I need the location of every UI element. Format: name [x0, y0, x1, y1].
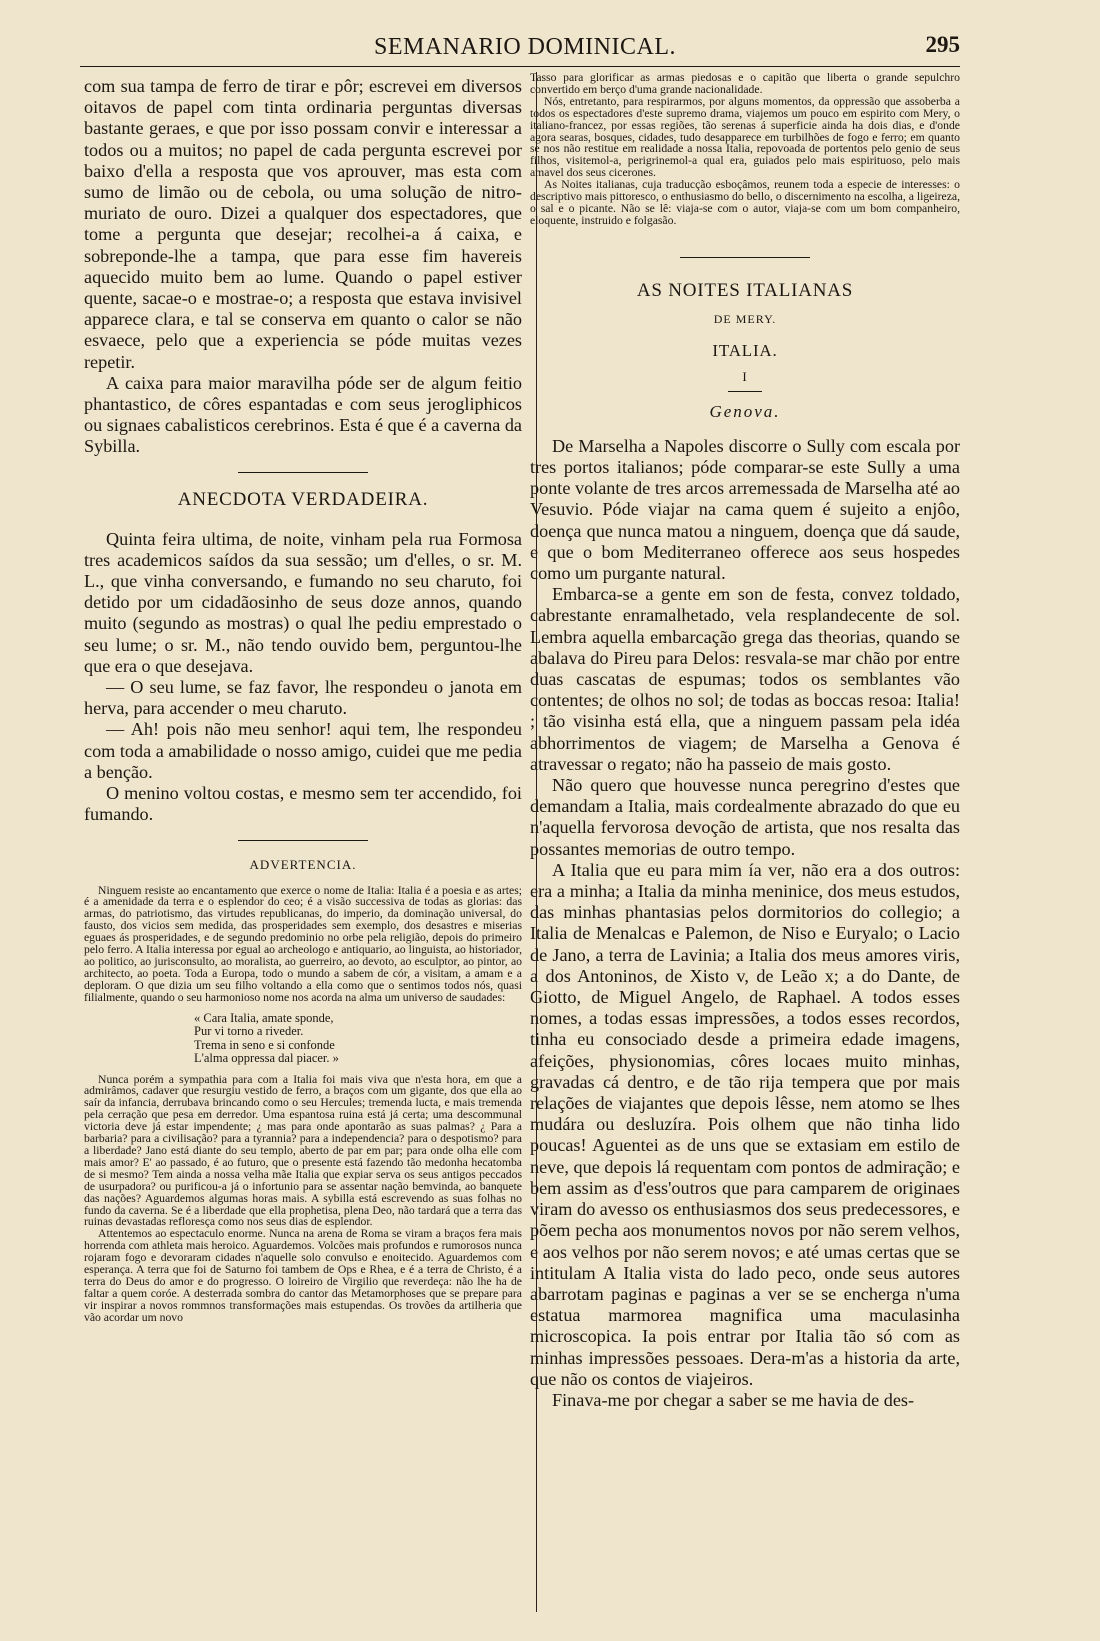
- anecdota-paragraph-2: — O seu lume, se faz favor, lhe respondeu o janota em herva, para accender o meu charuto.: [84, 677, 522, 719]
- left-column: [84, 76, 522, 1324]
- article-title: AS NOITES ITALIANAS: [636, 279, 854, 301]
- section-separator: [238, 840, 368, 841]
- continuation-paragraph-1: Tasso para glorificar as armas piedosas e o capitão que liberta o grande sepulchro convertido em berço d'uma grande nacionalidade.: [530, 71, 960, 96]
- header-rule: [80, 66, 960, 67]
- anecdota-paragraph-1: Quinta feira ultima, de noite, vinham pela rua Formosa tres academicos saídos da sua sessão; um d'elles, o sr. M. L., que vinha conversando, e fumando no seu charuto, foi detido por um cidadãosinho de seus doze annos, quando muito (segundo as mostras) o qual lhe pediu emprestado o seu lume; o sr. M., não tendo ouvido bem, perguntou-lhe que era o que desejava.: [84, 528, 522, 676]
- anecdota-section: [84, 529, 522, 826]
- verse-line: « Cara Italia, amate sponde,: [194, 1010, 334, 1025]
- article-paragraph: De Marselha a Napoles discorre o Sully com escala por tres portos italianos; póde comparar-se este Sully a uma ponte volante de tres arcos arremessada de Marselha até ao Vesuvio. Póde viajar na cama quem é sujeito a enjôo, doença que nunca matou a ninguem, doença que dá saude, e que o bom Mediterraneo offerece aos seus hospedes como um purgante natural.: [530, 435, 960, 583]
- verse-line: Pur vi torno a riveder.: [194, 1024, 304, 1039]
- intro-section: [84, 76, 522, 458]
- section-separator: [238, 472, 368, 473]
- page-number: 295: [925, 32, 960, 57]
- article-paragraph: Não quero que houvesse nunca peregrino d'estes que demandam a Italia, mais cordealmente abrazado do que eu n'aquella fervorosa devoção de artista, que nos resalta das possantes memorias de outro tempo.: [530, 775, 960, 859]
- right-column: [530, 72, 960, 1411]
- masthead-title: SEMANARIO DOMINICAL.: [374, 34, 676, 60]
- section-separator: [680, 257, 810, 258]
- chapter-subtitle: Genova.: [709, 401, 781, 421]
- advertencia-paragraph-2: Nunca porém a sympathia para com a Italia foi mais viva que n'esta hora, em que a admirâmos, cadaver que resurgiu vestido de ferro, a braços com um gigante, dos que ella ao saír da infancia, derrubava brincando como o seu Hercules; tremenda lucta, e mais tremenda pela cerração que pesa em derredor. Uma espantosa ruina está já certa; uma descommunal victoria deve já estar impendente; ¿ mas para onde apontarão as suas palmas? ¿ Para a barbaria? para a civilisação? para a tyrannia? para a independencia? para o despotismo? para a liberdade? Jano está diante do seu templo, aberto de par em par; para onde olha elle com mais amor? E' ao passado, é ao futuro, que o presente está fazendo tão medonha hecatomba de si mesmo? Tem ainda a nossa velha mãe Italia que expiar serva os seus antigos peccados de usurpadora? ou purificou-a já o infortunio para se assentar nação bemvinda, ao banquete das nações? Aguardemos algumas horas mais. A sybilla está escrevendo as suas folhas no fundo da caverna. Se é a liberdade que ella prophetisa, plena Deo, não tardará que a terra das ruinas devastadas refloresça como nos seus dias de esplendor.: [84, 1072, 522, 1229]
- advertencia-paragraph-1: Ninguem resiste ao encantamento que exerce o nome de Italia: Italia é a poesia e as artes; é a amenidade da terra e o esplendor do ceo; é a visão successiva de todas as glorias: das armas, do patriotismo, das virtudes republicanas, do imperio, da dominação universal, do fausto, dos vicios sem medida, das prosperidades sem exemplo, dos desastres e miserias eguaes ás prosperidades, e de segundo predominio no orbe pela religião, depois do primeiro pelo ferro. A Italia interessa por egual ao archeologo e antiquario, ao linguista, ao historiador, ao politico, ao jurisconsulto, ao moralista, ao guerreiro, ao devoto, ao esculptor, ao pintor, ao architecto, ao poeta. Toda a Europa, todo o mundo a sabem de cór, a visitam, a amam e a deploram. O que dizia um seu filho voltando a ella como que o sentimos todos nós, quasi filialmente, quando o seu harmonioso nome nos acorda na alma um universo de saudades:: [84, 883, 522, 1004]
- article-section: ITALIA.: [712, 340, 778, 360]
- article-paragraph: Embarca-se a gente em son de festa, convez toldado, cabrestante enramalhetado, vela resplandecente de sol. Lembra aquella embarcação grega das theorias, quando se abalava do Pireu para Delos: resvala-se mar chão por entre duas cascatas de espumas; todos os semblantes vão contentes; de olhos no sol; de todas as boccas resoa: Italia! ; tão visinha está ella, que a ninguem passam pela idéa abhorrimentos de viagem; de Marselha a Genova é atravessar o regato; não ha passeio de mais gosto.: [530, 584, 960, 774]
- continuation-paragraph-2: Nós, entretanto, para respirarmos, por alguns momentos, da oppressão que assoberba a todos os espectadores d'este supremo drama, viajemos um pouco em espirito com Mery, o italiano-francez, por essas regiões, tão serenas á superficie ainda ha dois dias, e d'onde agora searas, bosques, cidades, tudo desapparece em turbilhões de fogo e ferro; em quanto se nos não restitue em realidade a nossa Italia, repovoada de portentos pelo genio de seus filhos, visitemol-a, perigrinemol-a qual era, guiados pelo mais espirituoso, pelo mais amavel dos seus cicerones.: [530, 94, 960, 180]
- verse-line: L'alma oppressa dal piacer. »: [194, 1051, 339, 1066]
- advertencia-title: ADVERTENCIA.: [249, 856, 357, 872]
- advertencia-paragraph-3: Attentemos ao espectaculo enorme. Nunca na arena de Roma se viram a braços fera mais horrenda com athleta mais heroico. Aguardemos. Volcões mais profundos e rumorosos nunca rojaram fogo e devoraram cidades n'aquelle solo convulso e enoitecido. Aguardemos com esperança. A terra que foi de Saturno foi tambem de Ops e Rhea, e é a terra de Christo, é a terra do Deus do amor e do progresso. O loireiro de Virgilio que reverdeça: não lhe ha de faltar a quem coróe. A desterrada sombra do cantor das Metamorphoses que se prepare para vir inspirar a novos rommnos transformações mais estupendas. Os trovões da artilheria que vão acordar um novo: [84, 1227, 522, 1324]
- continuation-paragraph-3: As Noites italianas, cuja traducção esboçâmos, reunem toda a especie de interesses: o descriptivo mais pittoresco, o enthusiasmo do bello, o discernimento na escolha, a ligeireza, o sal e o picante. Não se lê: viaja-se com o autor, viaja-se com um bom companheiro, eloquente, instruido e folgasão.: [530, 178, 960, 227]
- chapter-rule: [728, 391, 762, 392]
- anecdota-paragraph-4: O menino voltou costas, e mesmo sem ter accendido, foi fumando.: [84, 783, 522, 825]
- italian-verse: [194, 1012, 522, 1066]
- article-body: [530, 436, 960, 1411]
- article-paragraph: Finava-me por chegar a saber se me havia de des-: [552, 1389, 915, 1410]
- anecdota-title: ANECDOTA VERDADEIRA.: [177, 488, 429, 510]
- verse-line: Trema in seno e si confonde: [194, 1037, 335, 1052]
- article-paragraph: A Italia que eu para mim ía ver, não era a dos outros: era a minha; a Italia da minha meninice, dos meus estudos, das minhas phantasias pelos dormitorios do collegio; a Italia de Menalcas e Palemon, de Niso e Euryalo; o Lacio de Jano, a terra de Lavinia; a Italia dos meus amores viris, a dos Antoninos, de Xisto v, de Leão x; a do Dante, de Giotto, de Miguel Angelo, de Raphael. A todos esses nomes, a todas essas impressões, a todos esses recordos, tinha eu consociado desde a primeira edade imagens, afeições, physionomias, côres locaes muito minhas, gravadas cá dentro, e de tão rija tempera que por mais relações de viajantes que depois lêsse, nem atomo se lhes mudára ou desluzíra. Pois olhem que não tinha lido poucas! Aguentei as de uns que se extasiam em estilo de neve, que depois lá requentam com pontos de admiração; e bem assim as d'ess'outros que para camparem de originaes viram do avesso os enthusiasmos dos seus predecessores, e põem pecha aos monumentos novos por não serem velhos, e aos velhos por não serem novos; e até umas certas que se intitulam A Italia vista do lado peco, onde seus autores abarrotam paginas e paginas a ver se se encherga n'uma estatua marmorea magnifica uma maculasinha microscopica. Ia pois entrar por Italia tão só com as minhas impressões pessoaes. Dera-m'as a historia da arte, que não os contos de viajeiros.: [530, 859, 960, 1389]
- article-author: DE MERY.: [713, 311, 777, 326]
- anecdota-paragraph-3: — Ah! pois não meu senhor! aqui tem, lhe respondeu com toda a amabilidade o nosso amigo, cuidei que me pedia a benção.: [84, 719, 522, 782]
- chapter-number: I: [742, 368, 748, 384]
- intro-paragraph-1: com sua tampa de ferro de tirar e pôr; escrevei em diversos oitavos de papel com tinta ordinaria perguntas diversas bastante geraes, e que por isso possam convir e interessar a todos ou a muitos; no papel de cada pergunta escrevei por baixo d'ella a resposta que vos aprouver, mas esta com sumo de limão ou de cebola, ou uma solução de nitro-muriato de ouro. Dizei a qualquer dos espectadores, que tome a pergunta que desejar; recolhei-a á caixa, e sobreponde-lhe a tampa, que para esse fim havereis aquecido muito bem ao lume. Quando o papel estiver quente, sacae-o e mostrae-o; a resposta que estava invisivel apparece clara, e tal se conserva em quanto o calor se não esvaece, pelo que a experiencia se póde muitas vezes repetir.: [84, 76, 522, 372]
- advertencia-continuation: [530, 72, 960, 227]
- advertencia-section: [84, 885, 522, 1324]
- intro-paragraph-2: A caixa para maior maravilha póde ser de algum feitio phantastico, de côres espantadas e com seus jerogliphicos ou signaes cabalisticos cerebrinos. Esta é que é a caverna da Sybilla.: [84, 372, 522, 457]
